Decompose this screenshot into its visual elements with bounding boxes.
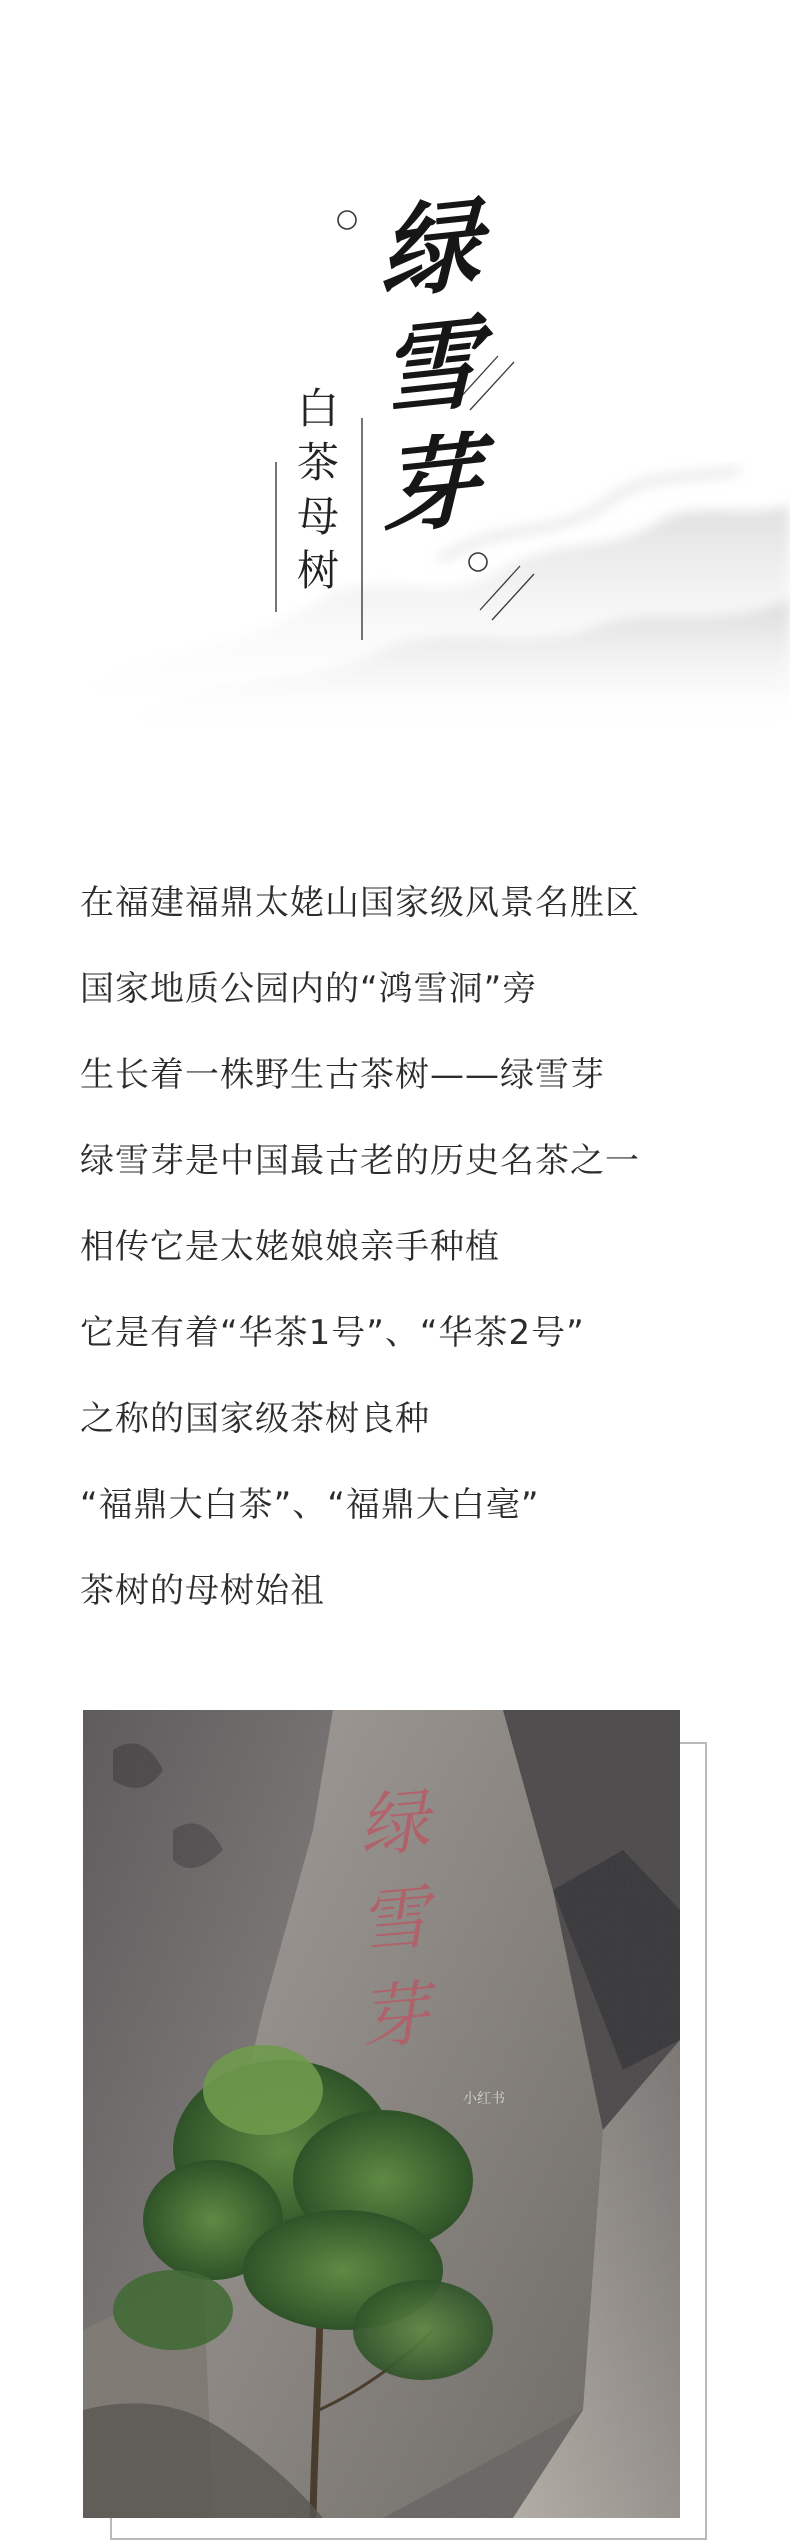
carving-char: 绿 bbox=[355, 1780, 433, 1868]
paragraph-line: “福鼎大白茶”、“福鼎大白毫” bbox=[80, 1485, 540, 1525]
subtitle bbox=[290, 382, 346, 598]
main-title-char: 雪 bbox=[380, 302, 480, 432]
main-title-char: 芽 bbox=[380, 420, 480, 550]
paragraph-line: 绿雪芽是中国最古老的历史名茶之一 bbox=[80, 1141, 640, 1181]
watermark: 小红书 bbox=[463, 2091, 505, 2107]
main-title-char: 绿 bbox=[380, 184, 480, 314]
paragraph-line: 它是有着“华茶1号”、“华茶2号” bbox=[80, 1313, 585, 1353]
subtitle-char: 母 bbox=[296, 492, 339, 541]
header-banner bbox=[0, 0, 790, 760]
carving-char: 芽 bbox=[355, 1972, 433, 2060]
subtitle-char: 白 bbox=[296, 384, 339, 433]
main-title bbox=[360, 184, 500, 550]
paragraph-line: 国家地质公园内的“鸿雪洞”旁 bbox=[80, 969, 538, 1009]
subtitle-char: 茶 bbox=[296, 438, 339, 487]
carving-char: 雪 bbox=[355, 1876, 433, 1964]
rock-carving bbox=[349, 1776, 439, 2064]
paragraph-line: 在福建福鼎太姥山国家级风景名胜区 bbox=[80, 883, 640, 923]
article-body bbox=[80, 860, 740, 1634]
photo-section bbox=[83, 1710, 710, 2548]
subtitle-char: 树 bbox=[296, 546, 339, 595]
paragraph-line: 之称的国家级茶树良种 bbox=[80, 1399, 430, 1439]
paragraph-line: 茶树的母树始祖 bbox=[80, 1571, 325, 1611]
tea-tree-photo bbox=[83, 1710, 680, 2518]
paragraph-line: 相传它是太姥娘娘亲手种植 bbox=[80, 1227, 500, 1267]
paragraph-line: 生长着一株野生古茶树——绿雪芽 bbox=[80, 1055, 605, 1095]
